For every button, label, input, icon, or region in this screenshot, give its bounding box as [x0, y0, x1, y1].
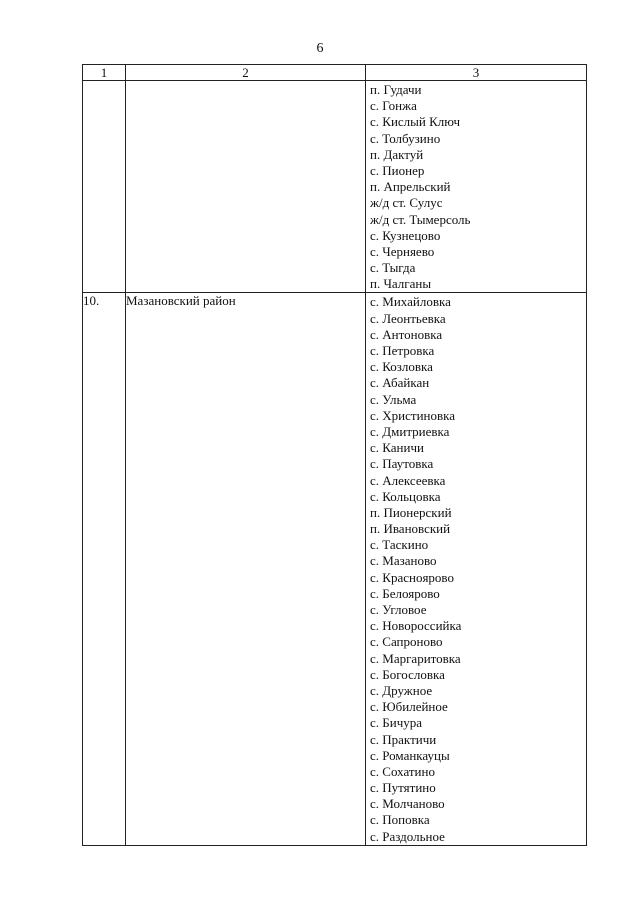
places-list: [366, 293, 586, 844]
place-item: с. Маргаритовка: [370, 650, 461, 666]
place-item: с. Михайловка: [370, 294, 451, 310]
place-item: с. Новороссийка: [370, 618, 462, 634]
place-item: с. Белоярово: [370, 585, 440, 601]
place-item: с. Кислый Ключ: [370, 114, 461, 130]
place-item: с. Тыгда: [370, 260, 416, 276]
place-item: с. Бичура: [370, 715, 422, 731]
place-item: с. Гонжа: [370, 98, 417, 114]
row-number: [83, 81, 126, 293]
place-item: с. Кузнецово: [370, 227, 441, 243]
place-item: п. Пионерский: [370, 504, 452, 520]
place-item: п. Гудачи: [370, 82, 422, 97]
place-item: с. Кольцовка: [370, 488, 441, 504]
column-header-3: 3: [366, 65, 587, 81]
place-item: с. Сапроново: [370, 634, 443, 650]
places-list: [366, 81, 586, 292]
page-number: 6: [316, 41, 324, 56]
place-item: с. Раздольное: [370, 828, 445, 844]
place-item: с. Черняево: [370, 243, 435, 259]
column-header-1: 1: [83, 65, 126, 81]
column-header-2: 2: [126, 65, 366, 81]
place-item: с. Абайкан: [370, 375, 430, 391]
place-item: с. Пионер: [370, 162, 425, 178]
place-item: с. Молчаново: [370, 796, 445, 812]
place-item: с. Алексеевка: [370, 472, 446, 488]
place-item: п. Ивановский: [370, 521, 451, 537]
place-item: с. Поповка: [370, 812, 430, 828]
place-item: с. Мазаново: [370, 553, 437, 569]
table-row: [83, 81, 587, 293]
place-item: с. Сохатино: [370, 763, 435, 779]
place-item: ж/д ст. Тымерсоль: [370, 211, 471, 227]
place-item: с. Христиновка: [370, 407, 456, 423]
place-item: с. Таскино: [370, 537, 429, 553]
place-item: п. Дактуй: [370, 146, 424, 162]
place-item: с. Практичи: [370, 731, 437, 747]
place-item: с. Толбузино: [370, 130, 441, 146]
district-name: Мазановский район: [126, 293, 366, 845]
place-item: с. Юбилейное: [370, 699, 448, 715]
place-item: с. Ульма: [370, 391, 417, 407]
place-item: с. Дмитриевка: [370, 423, 450, 439]
place-item: с. Каничи: [370, 440, 424, 456]
row-number: 10.: [83, 293, 126, 845]
places-cell: [366, 293, 587, 845]
district-name: [126, 81, 366, 293]
place-item: п. Чалганы: [370, 276, 432, 292]
place-item: с. Угловое: [370, 602, 427, 617]
settlements-table: [82, 64, 587, 846]
place-item: с. Козловка: [370, 359, 433, 375]
table-row: [83, 293, 587, 845]
place-item: с. Богословка: [370, 666, 445, 682]
place-item: с. Дружное: [370, 682, 433, 698]
place-item: с. Краснoярово: [370, 569, 454, 585]
place-item: ж/д ст. Сулус: [370, 195, 443, 211]
place-item: с. Леонтьевка: [370, 310, 446, 326]
table-header-row: [83, 65, 587, 81]
place-item: п. Апрельский: [370, 179, 451, 195]
place-item: с. Паутовка: [370, 456, 434, 472]
place-item: с. Романкауцы: [370, 747, 450, 763]
place-item: с. Петровка: [370, 343, 435, 358]
place-item: с. Антоновка: [370, 326, 443, 342]
place-item: с. Путятино: [370, 780, 436, 796]
places-cell: [366, 81, 587, 293]
